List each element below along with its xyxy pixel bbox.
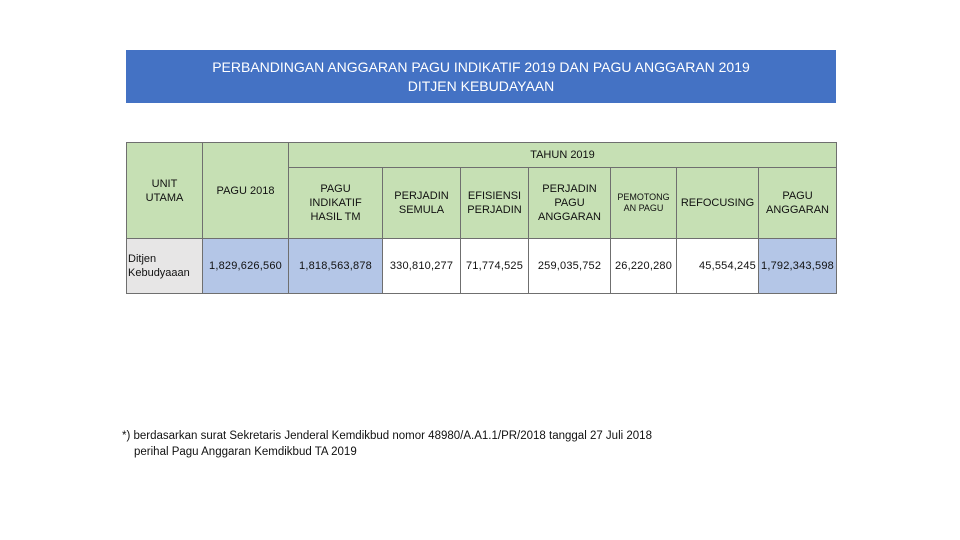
cell-perjadin-semula: 330,810,277 xyxy=(383,239,461,294)
header-pemotongan-pagu: PEMOTONG AN PAGU xyxy=(611,168,677,239)
cell-pemotongan-pagu: 26,220,280 xyxy=(611,239,677,294)
header-perjadin-pagu-anggaran: PERJADIN PAGU ANGGARAN xyxy=(529,168,611,239)
cell-refocusing: 45,554,245 xyxy=(677,239,759,294)
cell-unit: Ditjen Kebudyaaan xyxy=(127,239,203,294)
header-tahun-2019: TAHUN 2019 xyxy=(289,143,837,168)
header-efisiensi-perjadin: EFISIENSI PERJADIN xyxy=(461,168,529,239)
title-line-1: PERBANDINGAN ANGGARAN PAGU INDIKATIF 2019 DAN PAGU ANGGARAN 2019 xyxy=(212,58,750,75)
footnote xyxy=(122,428,822,460)
footnote-line-1: *) berdasarkan surat Sekretaris Jenderal Kemdikbud nomor 48980/A.A1.1/PR/2018 tanggal 27 Juli 2018 xyxy=(122,430,652,442)
header-unit-utama: UNIT UTAMA xyxy=(127,143,203,239)
header-refocusing: REFOCUSING xyxy=(677,168,759,239)
cell-perjadin-pagu-anggaran: 259,035,752 xyxy=(529,239,611,294)
header-perjadin-semula: PERJADIN SEMULA xyxy=(383,168,461,239)
cell-efisiensi-perjadin: 71,774,525 xyxy=(461,239,529,294)
title-line-2: DITJEN KEBUDAYAAN xyxy=(407,77,555,94)
header-pagu-2018: PAGU 2018 xyxy=(203,143,289,239)
table-row xyxy=(127,239,837,294)
page-title xyxy=(126,50,836,103)
cell-pagu-2018: 1,829,626,560 xyxy=(203,239,289,294)
budget-table xyxy=(126,142,837,294)
cell-pagu-anggaran: 1,792,343,598 xyxy=(759,239,837,294)
header-pagu-anggaran: PAGU ANGGARAN xyxy=(759,168,837,239)
cell-pagu-indikatif: 1,818,563,878 xyxy=(289,239,383,294)
header-pagu-indikatif: PAGU INDIKATIF HASIL TM xyxy=(289,168,383,239)
footnote-line-2: perihal Pagu Anggaran Kemdikbud TA 2019 xyxy=(134,446,357,458)
